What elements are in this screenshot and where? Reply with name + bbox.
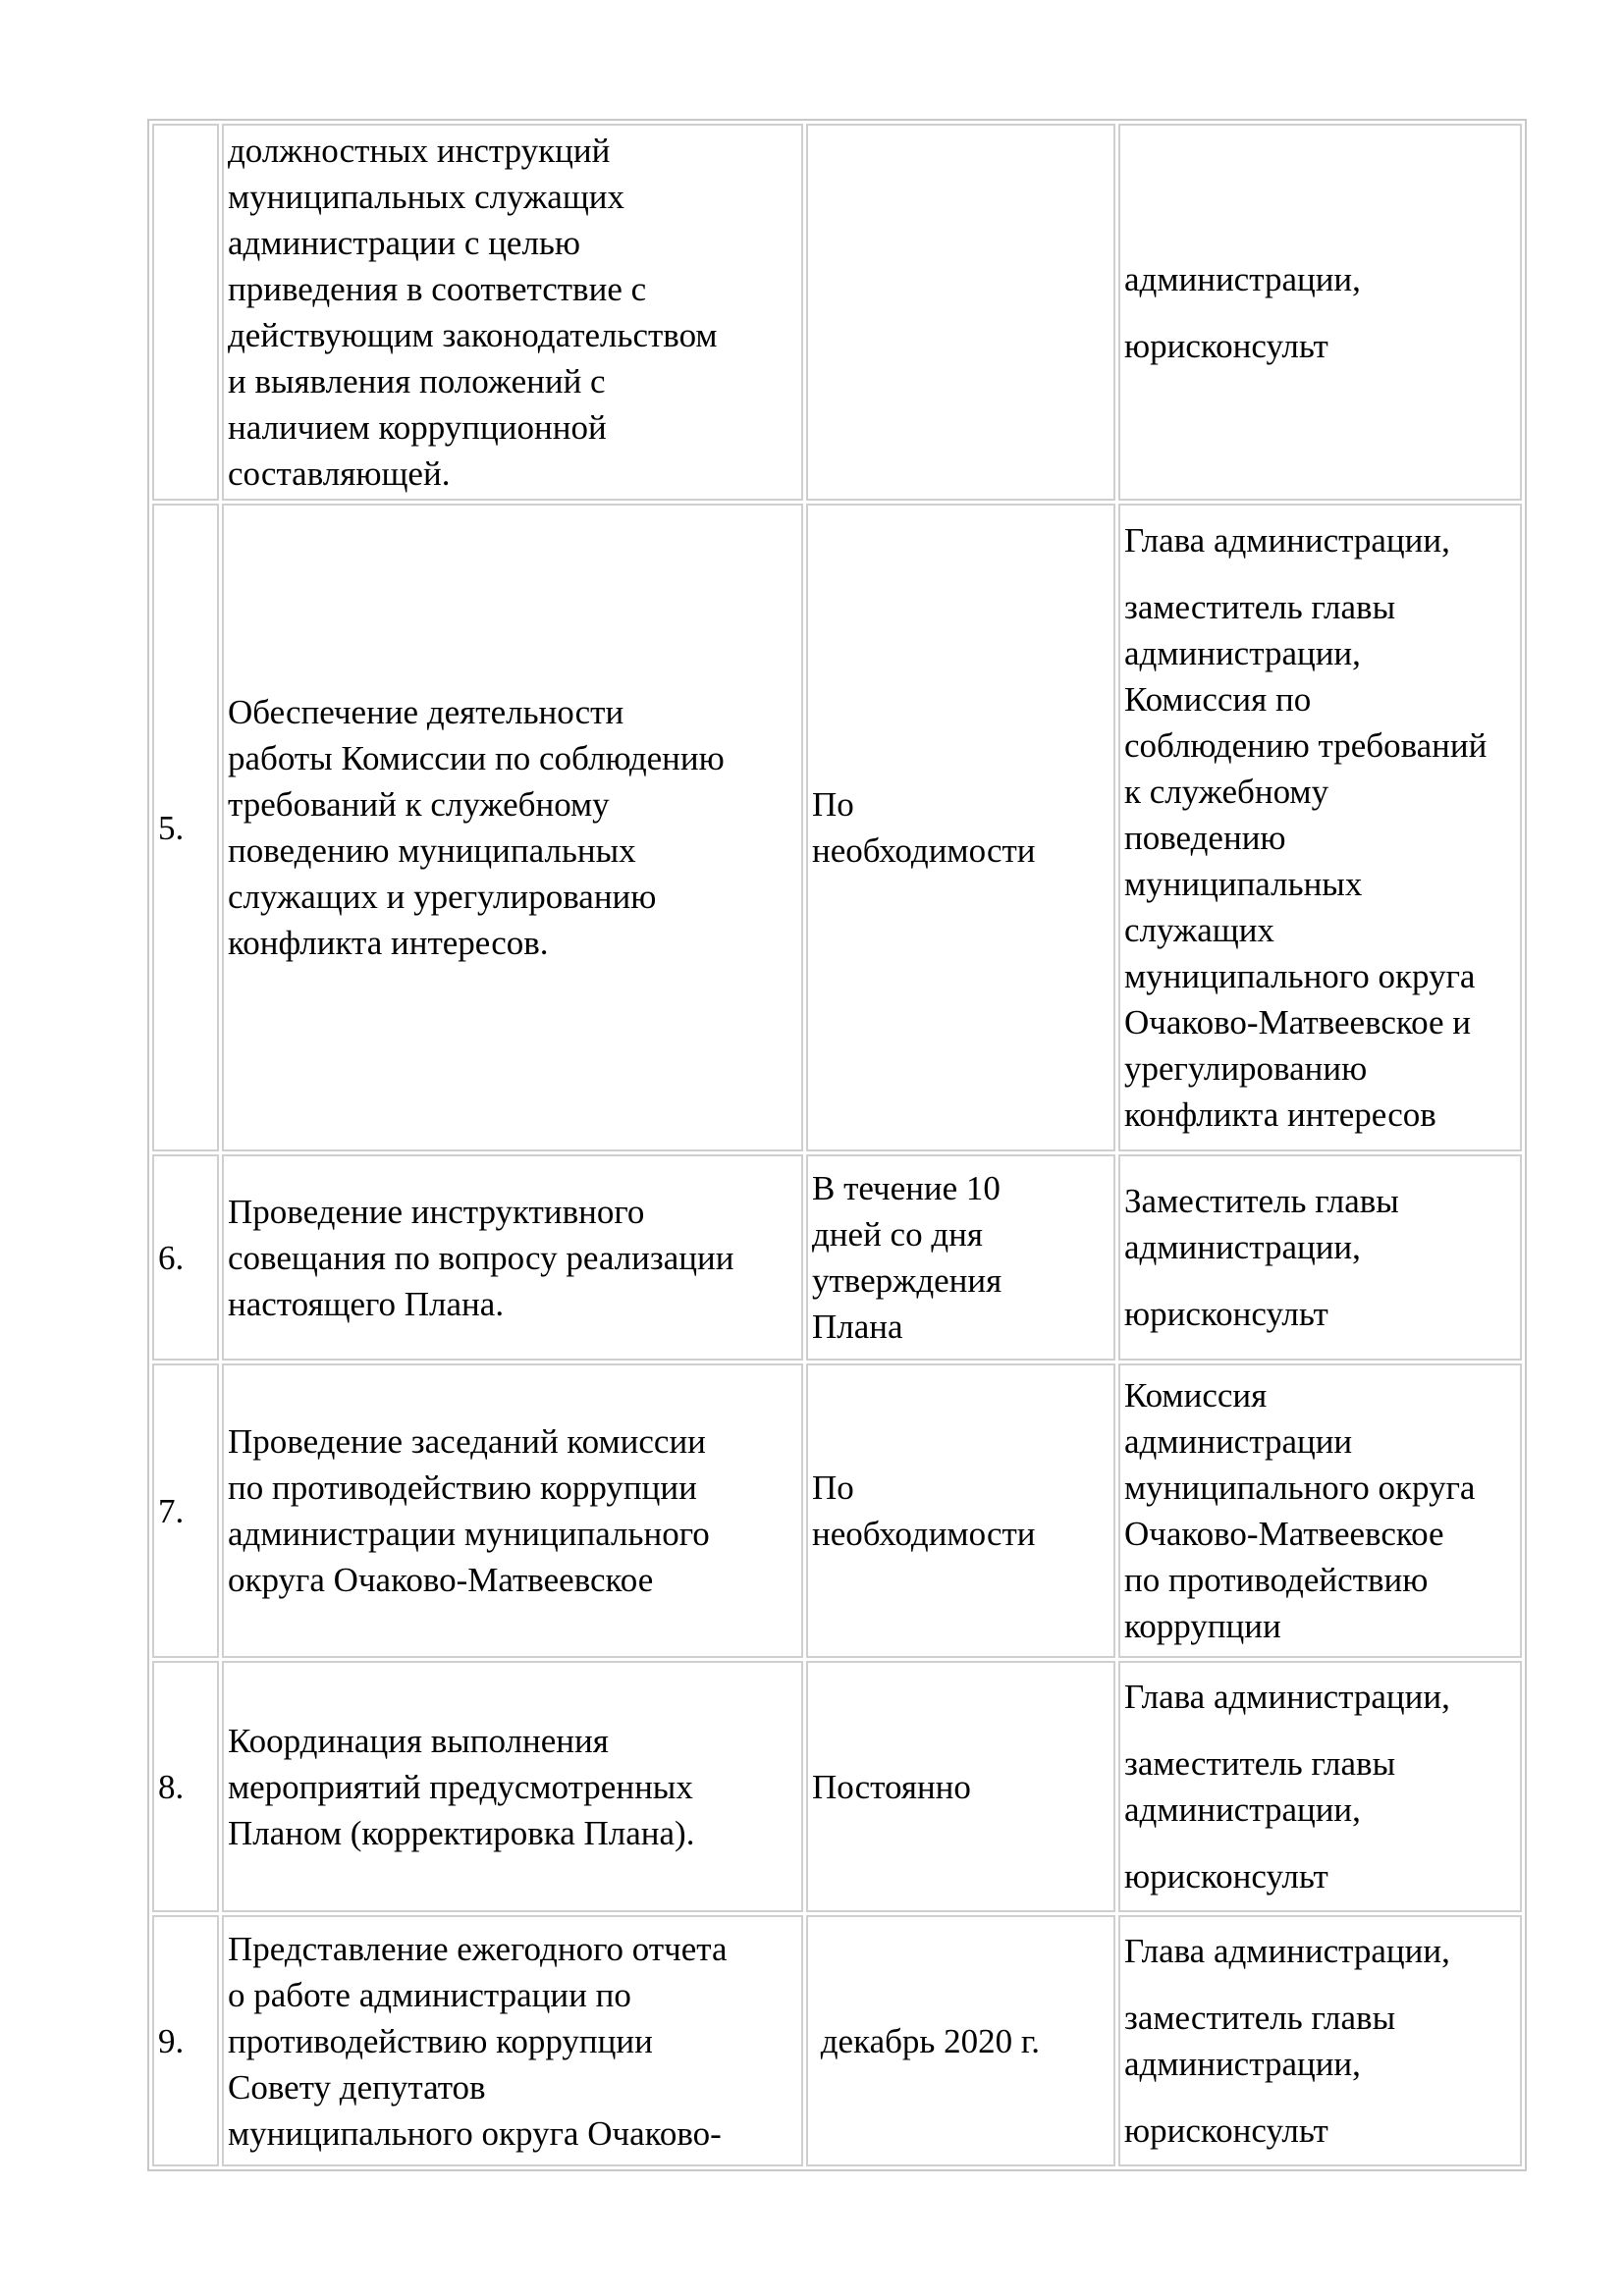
activity-line: о работе администрации по	[228, 1975, 631, 2014]
responsible-line: служащих	[1124, 911, 1274, 949]
table-row	[152, 1154, 1522, 1361]
activity-line: противодействию коррупции	[228, 2021, 653, 2060]
activity-line: наличием коррупционной	[228, 408, 607, 447]
responsible-line: Комиссия	[1124, 1376, 1268, 1415]
activity-line: мероприятий предусмотренных	[228, 1767, 693, 1806]
responsible-line: соблюдению требований	[1124, 726, 1488, 765]
responsible-line: Заместитель главы	[1124, 1182, 1399, 1220]
row-number-cell	[152, 504, 219, 1151]
responsible-line: муниципального округа	[1124, 957, 1476, 995]
table-row	[152, 504, 1522, 1151]
activity-line: Представление ежегодного отчета	[228, 1929, 728, 1968]
responsible-line: по противодействию	[1124, 1561, 1429, 1599]
row-number: 7.	[158, 1491, 185, 1530]
row-number-cell	[152, 1915, 219, 2166]
term-line: По	[812, 785, 854, 824]
responsible-line: Глава администрации,	[1124, 1932, 1450, 1970]
responsible-line: юрисконсульт	[1124, 326, 1328, 365]
responsible-line: Глава администрации,	[1124, 1678, 1450, 1716]
activity-cell	[222, 1661, 803, 1912]
activity-line: и выявления положений с	[228, 362, 606, 400]
responsible-cell	[1118, 504, 1522, 1151]
responsible-line: поведению	[1124, 819, 1286, 857]
plan-table-body	[152, 124, 1522, 2166]
term-line: необходимости	[812, 831, 1036, 870]
responsible-line: муниципальных	[1124, 865, 1363, 903]
row-number-cell	[152, 1363, 219, 1658]
activity-cell	[222, 1363, 803, 1658]
row-number: 6.	[158, 1238, 185, 1277]
responsible-cell	[1118, 1154, 1522, 1361]
responsible-line: администрации,	[1124, 1790, 1361, 1829]
table-row	[152, 1363, 1522, 1658]
responsible-line: заместитель главы	[1124, 588, 1396, 626]
responsible-line: заместитель главы	[1124, 1744, 1396, 1783]
responsible-line: юрисконсульт	[1124, 1857, 1328, 1896]
activity-cell	[222, 504, 803, 1151]
table-row	[152, 124, 1522, 501]
responsible-line: Глава администрации,	[1124, 521, 1450, 560]
row-number-cell	[152, 1661, 219, 1912]
activity-line: Планом (корректировка Плана).	[228, 1813, 695, 1852]
row-number: 9.	[158, 2021, 185, 2060]
term-cell	[806, 504, 1115, 1151]
term-line: дней со дня	[812, 1215, 983, 1254]
term-cell	[806, 1661, 1115, 1912]
responsible-cell	[1118, 124, 1522, 501]
activity-line: Координация выполнения	[228, 1721, 609, 1760]
responsible-line: к служебному	[1124, 773, 1329, 811]
responsible-line: Очаково-Матвеевское и	[1124, 1003, 1472, 1041]
term-line: необходимости	[812, 1515, 1036, 1553]
responsible-line: коррупции	[1124, 1607, 1281, 1645]
activity-line: действующим законодательством	[228, 316, 718, 354]
responsible-line: администрации,	[1124, 2045, 1361, 2083]
activity-line: требований к служебному	[228, 785, 610, 824]
responsible-line: заместитель главы	[1124, 1999, 1396, 2037]
term-line: декабрь 2020 г.	[812, 2021, 1041, 2060]
responsible-cell	[1118, 1915, 1522, 2166]
responsible-line: юрисконсульт	[1124, 1295, 1328, 1333]
activity-cell	[222, 1154, 803, 1361]
activity-line: составляющей.	[228, 454, 451, 493]
responsible-line: Очаково-Матвеевское	[1124, 1515, 1444, 1553]
activity-line: Проведение заседаний комиссии	[228, 1422, 706, 1461]
activity-line: совещания по вопросу реализации	[228, 1238, 734, 1277]
row-number-cell	[152, 124, 219, 501]
term-cell	[806, 1915, 1115, 2166]
term-cell	[806, 1154, 1115, 1361]
responsible-line: Комиссия по	[1124, 680, 1312, 719]
responsible-line: конфликта интересов	[1124, 1095, 1436, 1134]
term-cell	[806, 1363, 1115, 1658]
activity-line: администрации с целью	[228, 224, 581, 262]
row-number-cell	[152, 1154, 219, 1361]
activity-line: муниципальных служащих	[228, 178, 625, 216]
activity-line: служащих и урегулированию	[228, 878, 657, 916]
activity-line: работы Комиссии по соблюдению	[228, 739, 725, 777]
term-line: Постоянно	[812, 1767, 971, 1806]
responsible-line: администрации,	[1124, 634, 1361, 672]
activity-line: муниципального округа Очаково-	[228, 2113, 722, 2153]
activity-line: администрации муниципального	[228, 1515, 710, 1553]
responsible-line: урегулированию	[1124, 1049, 1368, 1088]
responsible-line: муниципального округа	[1124, 1468, 1476, 1507]
row-number: 8.	[158, 1767, 185, 1806]
responsible-line: администрации,	[1124, 259, 1361, 298]
term-cell	[806, 124, 1115, 501]
activity-line: конфликта интересов.	[228, 924, 549, 962]
table-row	[152, 1661, 1522, 1912]
term-line: Плана	[812, 1308, 903, 1346]
responsible-line: юрисконсульт	[1124, 2111, 1328, 2150]
table-row	[152, 1915, 1522, 2166]
term-line: В течение 10	[812, 1169, 1001, 1207]
activity-cell	[222, 1915, 803, 2166]
activity-line: настоящего Плана.	[228, 1284, 505, 1323]
responsible-line: администрации,	[1124, 1228, 1361, 1266]
row-number: 5.	[158, 808, 185, 847]
term-line: По	[812, 1468, 854, 1507]
responsible-cell	[1118, 1661, 1522, 1912]
activity-cell	[222, 124, 803, 501]
activity-line: поведению муниципальных	[228, 831, 636, 870]
activity-line: по противодействию коррупции	[228, 1468, 697, 1507]
activity-line: Проведение инструктивного	[228, 1192, 645, 1231]
plan-table	[147, 119, 1527, 2171]
activity-line: Обеспечение деятельности	[228, 693, 624, 731]
activity-line: должностных инструкций	[228, 132, 611, 170]
activity-line: приведения в соответствие с	[228, 270, 647, 308]
activity-line: округа Очаково-Матвеевское	[228, 1561, 654, 1599]
activity-line: Совету депутатов	[228, 2067, 486, 2107]
responsible-cell	[1118, 1363, 1522, 1658]
term-line: утверждения	[812, 1261, 1002, 1300]
responsible-line: администрации	[1124, 1422, 1353, 1461]
